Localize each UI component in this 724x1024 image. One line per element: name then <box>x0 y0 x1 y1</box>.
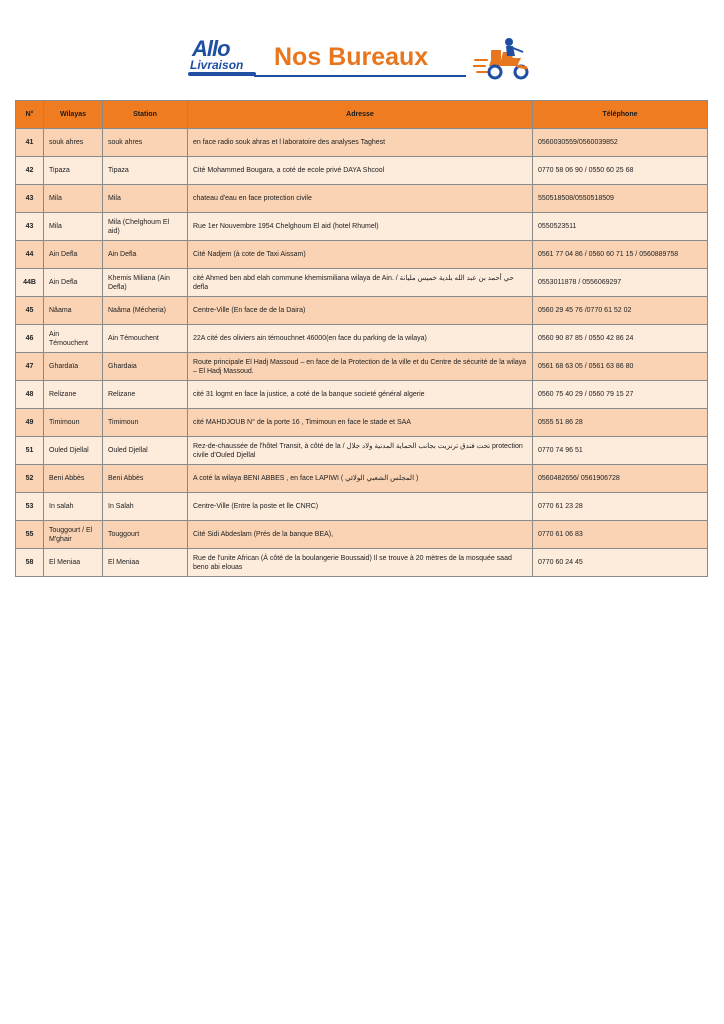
table-row <box>16 157 708 185</box>
table-row <box>16 297 708 325</box>
cell-station: Timimoun <box>103 409 188 437</box>
cell-telephone: 0553011878 / 0556069297 <box>533 269 708 297</box>
cell-wilaya: Touggourt / El M'ghair <box>44 521 103 549</box>
cell-telephone: 0555 51 86 28 <box>533 409 708 437</box>
logo-swoosh <box>188 72 256 76</box>
cell-adresse: en face radio souk ahras et l laboratoire des analyses Taghest <box>188 129 533 157</box>
table-row <box>16 241 708 269</box>
cell-station: souk ahres <box>103 129 188 157</box>
cell-adresse: Rez-de-chaussée de l'hôtel Transit, à côté de la / تحت فندق ترنزيت بجانب الحماية المدنية ولاد جلال protection civile d'Ouled Djellal <box>188 437 533 465</box>
cell-wilaya: Nâama <box>44 297 103 325</box>
cell-adresse: Centre-Ville (En face de de la Daira) <box>188 297 533 325</box>
cell-station: Ouled Djellal <box>103 437 188 465</box>
cell-adresse: Centre-Ville (Entre la poste et lle CNRC) <box>188 493 533 521</box>
cell-station: Tipaza <box>103 157 188 185</box>
cell-telephone: 0560 90 87 85 / 0550 42 86 24 <box>533 325 708 353</box>
cell-station: Relizane <box>103 381 188 409</box>
table-row <box>16 437 708 465</box>
delivery-scooter-icon <box>473 36 537 82</box>
cell-wilaya: El Meniaa <box>44 549 103 577</box>
cell-telephone: 0561 68 63 05 / 0561 63 86 80 <box>533 353 708 381</box>
col-header-adresse: Adresse <box>188 101 533 129</box>
cell-num: 51 <box>16 437 44 465</box>
cell-wilaya: Ouled Djellal <box>44 437 103 465</box>
cell-telephone: 0561 77 04 86 / 0560 60 71 15 / 0560889758 <box>533 241 708 269</box>
cell-num: 55 <box>16 521 44 549</box>
cell-wilaya: Ghardaïa <box>44 353 103 381</box>
table-row <box>16 353 708 381</box>
cell-wilaya: Mila <box>44 185 103 213</box>
cell-num: 41 <box>16 129 44 157</box>
col-header-wilaya: Wilayas <box>44 101 103 129</box>
cell-wilaya: Ain Defla <box>44 269 103 297</box>
cell-station: Mila (Chelghoum El aid) <box>103 213 188 241</box>
bureaux-table <box>15 100 708 577</box>
cell-wilaya: Timimoun <box>44 409 103 437</box>
table-row <box>16 465 708 493</box>
table-row <box>16 129 708 157</box>
table-row <box>16 409 708 437</box>
cell-telephone: 0560482656/ 0561906728 <box>533 465 708 493</box>
table-header-row <box>16 101 708 129</box>
logo-text-top: Allo <box>192 36 230 61</box>
cell-num: 52 <box>16 465 44 493</box>
cell-wilaya: Relizane <box>44 381 103 409</box>
cell-adresse: cité MAHDJOUB N° de la porte 16 , Timimoun en face le stade et SAA <box>188 409 533 437</box>
title-underline <box>254 75 466 77</box>
cell-num: 58 <box>16 549 44 577</box>
cell-num: 44 <box>16 241 44 269</box>
cell-num: 47 <box>16 353 44 381</box>
cell-telephone: 0770 61 06 83 <box>533 521 708 549</box>
cell-station: Touggourt <box>103 521 188 549</box>
cell-wilaya: souk ahres <box>44 129 103 157</box>
cell-wilaya: Ain Defla <box>44 241 103 269</box>
col-header-num: N° <box>16 101 44 129</box>
table-row <box>16 521 708 549</box>
table-row <box>16 493 708 521</box>
cell-adresse: Cité Sidi Abdeslam (Prés de la banque BEA), <box>188 521 533 549</box>
cell-station: Ghardaia <box>103 353 188 381</box>
cell-station: Ain Defla <box>103 241 188 269</box>
cell-adresse: Cité Mohammed Bougara, a coté de ecole privé DAYA Shcool <box>188 157 533 185</box>
cell-adresse: cité 31 logmt en face la justice, a coté de la banque societé général algerie <box>188 381 533 409</box>
cell-num: 44B <box>16 269 44 297</box>
cell-telephone: 0770 60 24 45 <box>533 549 708 577</box>
cell-num: 46 <box>16 325 44 353</box>
logo-text-bottom: Livraison <box>190 58 244 72</box>
allo-livraison-logo <box>188 38 258 78</box>
cell-telephone: 0550523511 <box>533 213 708 241</box>
table-row <box>16 549 708 577</box>
cell-telephone: 0770 74 96 51 <box>533 437 708 465</box>
cell-adresse: Route principale El Hadj Massoud – en face de la Protection de la ville et du Centre de sécurité de la wilaya – El Hadj Massoud. <box>188 353 533 381</box>
cell-adresse: 22A cité des oliviers ain témouchnet 46000(en face du parking de la wilaya) <box>188 325 533 353</box>
cell-station: Naâma (Mécheria) <box>103 297 188 325</box>
cell-num: 53 <box>16 493 44 521</box>
page-title: Nos Bureaux <box>274 43 429 71</box>
cell-adresse: A coté la wilaya BENI ABBES , en face LAPIWI ( المجلس الشعبي الولائي ) <box>188 465 533 493</box>
cell-telephone: 0560030559/0560039852 <box>533 129 708 157</box>
table-row <box>16 269 708 297</box>
cell-station: El Meniaa <box>103 549 188 577</box>
table-row <box>16 213 708 241</box>
col-header-station: Station <box>103 101 188 129</box>
cell-num: 49 <box>16 409 44 437</box>
cell-telephone: 0560 75 40 29 / 0560 79 15 27 <box>533 381 708 409</box>
cell-adresse: chateau d'eau en face protection civile <box>188 185 533 213</box>
cell-station: In Salah <box>103 493 188 521</box>
table-row <box>16 381 708 409</box>
cell-telephone: 550518508/0550518509 <box>533 185 708 213</box>
cell-telephone: 0560 29 45 76 /0770 61 52 02 <box>533 297 708 325</box>
cell-wilaya: Tipaza <box>44 157 103 185</box>
cell-adresse: Rue 1er Nouvembre 1954 Chelghoum El aid (hotel Rhumel) <box>188 213 533 241</box>
cell-adresse: Rue de l'unite African (À côté de la boulangerie Boussaid) Il se trouve à 20 mètres de la mosquée saad beno abi elouas <box>188 549 533 577</box>
cell-num: 48 <box>16 381 44 409</box>
cell-wilaya: Mila <box>44 213 103 241</box>
page-header <box>188 36 538 82</box>
cell-num: 45 <box>16 297 44 325</box>
table-row <box>16 325 708 353</box>
col-header-telephone: Téléphone <box>533 101 708 129</box>
cell-station: Mila <box>103 185 188 213</box>
cell-num: 43 <box>16 185 44 213</box>
cell-telephone: 0770 61 23 28 <box>533 493 708 521</box>
cell-station: Khemis Miliana (Ain Defla) <box>103 269 188 297</box>
cell-wilaya: Ain Témouchent <box>44 325 103 353</box>
cell-station: Beni Abbès <box>103 465 188 493</box>
cell-adresse: Cité Nadjem (à cote de Taxi Aissam) <box>188 241 533 269</box>
cell-station: Ain Témouchent <box>103 325 188 353</box>
cell-wilaya: In salah <box>44 493 103 521</box>
cell-adresse: cité Ahmed ben abd elah commune khemismiliana wilaya de Ain. / حي أحمد بن عبد الله بلدية خميس مليانة defla <box>188 269 533 297</box>
table-row <box>16 185 708 213</box>
cell-wilaya: Beni Abbès <box>44 465 103 493</box>
cell-telephone: 0770 58 06 90 / 0550 60 25 68 <box>533 157 708 185</box>
cell-num: 43 <box>16 213 44 241</box>
cell-num: 42 <box>16 157 44 185</box>
